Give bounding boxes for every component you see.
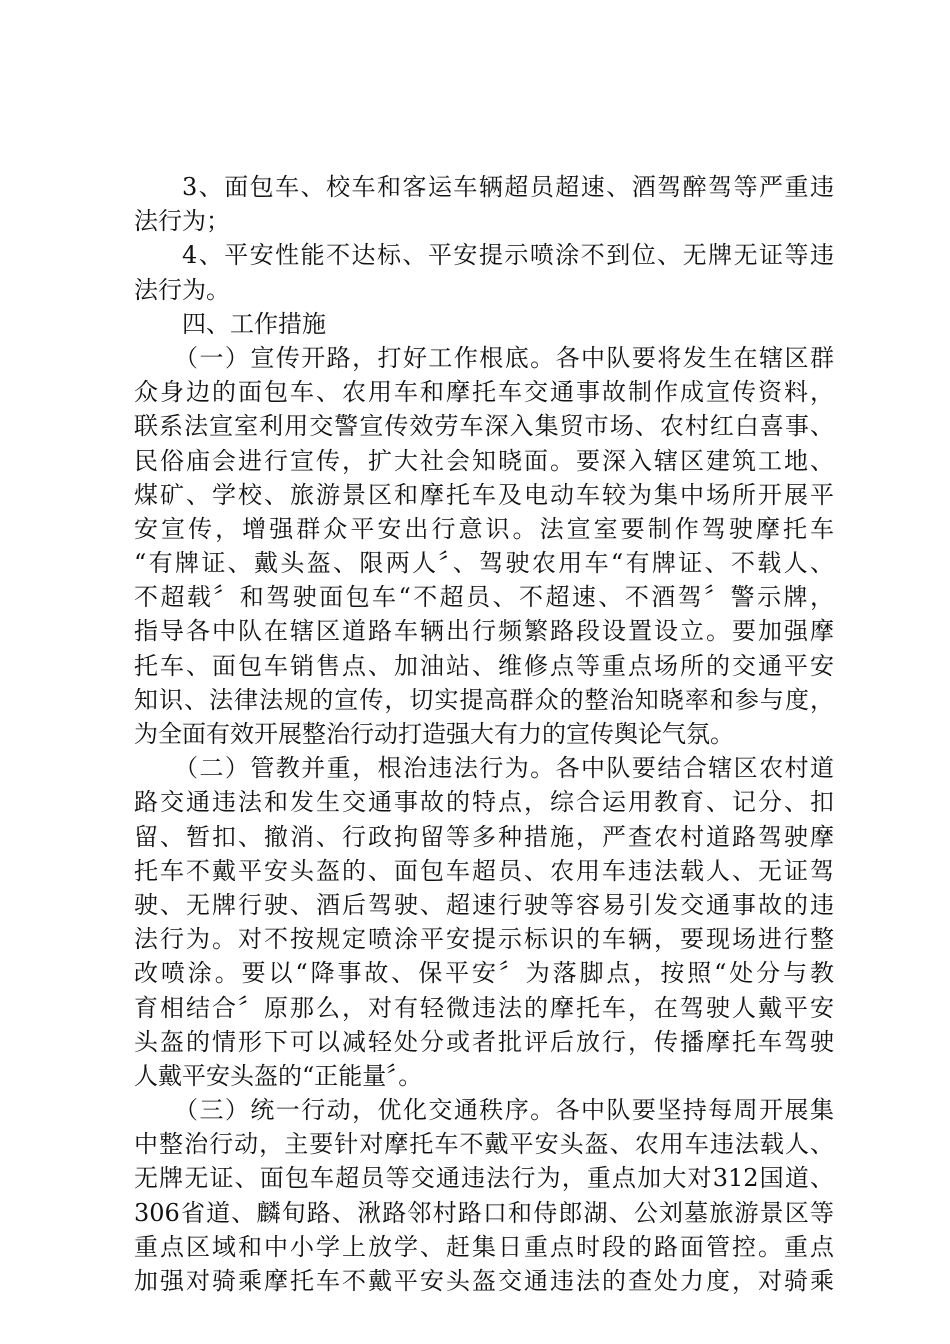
text-line: 民俗庙会进行宣传，扩大社会知晓面。要深入辖区建筑工地、: [134, 446, 834, 475]
text-line: 法行为；: [134, 207, 230, 236]
text-line: 育相结合〞原那么，对有轻微违法的摩托车，在驾驶人戴平安: [134, 993, 834, 1022]
text-line: 重点区域和中小学上放学、赶集日重点时段的路面管控。重点: [134, 1232, 834, 1261]
text-line: （三）统一行动，优化交通秩序。各中队要坚持每周开展集: [174, 1096, 834, 1125]
text-line: （二）管教并重，根治违法行为。各中队要结合辖区农村道: [174, 754, 834, 783]
text-line: “有牌证、戴头盔、限两人〞、驾驶农用车“有牌证、不载人、: [134, 549, 834, 578]
text-line: 托车不戴平安头盔的、面包车超员、农用车违法载人、无证驾: [134, 856, 834, 885]
text-line: 改喷涂。要以“降事故、保平安〞为落脚点，按照“处分与教: [134, 959, 834, 988]
text-line: 安宣传，增强群众平安出行意识。法宣室要制作驾驶摩托车: [134, 514, 834, 543]
text-line: 指导各中队在辖区道路车辆出行频繁路段设置设立。要加强摩: [134, 617, 834, 646]
text-line: 托车、面包车销售点、加油站、维修点等重点场所的交通平安: [134, 651, 834, 680]
text-line: 驶、无牌行驶、酒后驾驶、超速行驶等容易引发交通事故的违: [134, 890, 834, 919]
text-line: （一）宣传开路，打好工作根底。各中队要将发生在辖区群: [174, 343, 834, 372]
text-line: 中整治行动，主要针对摩托车不戴平安头盔、农用车违法载人、: [134, 1130, 834, 1159]
text-line: 4、平安性能不达标、平安提示喷涂不到位、无牌无证等违: [182, 241, 834, 270]
text-line: 为全面有效开展整治行动打造强大有力的宣传舆论气氛。: [134, 720, 734, 748]
text-line: 留、暂扣、撤消、行政拘留等多种措施，严查农村道路驾驶摩: [134, 822, 834, 851]
text-line: 加强对骑乘摩托车不戴平安头盔交通违法的查处力度，对骑乘: [134, 1267, 834, 1295]
text-line: 人戴平安头盔的“正能量〞。: [134, 1061, 423, 1090]
text-line: 法行为。: [134, 275, 230, 304]
text-line: 众身边的面包车、农用车和摩托车交通事故制作成宣传资料，: [134, 378, 834, 407]
text-line: 不超载〞和驾驶面包车“不超员、不超速、不酒驾〞警示牌，: [134, 583, 834, 612]
document-body: [134, 170, 834, 1298]
text-line: 无牌无证、面包车超员等交通违法行为，重点加大对312国道、: [134, 1164, 834, 1193]
text-line: 联系法宣室利用交警宣传效劳车深入集贸市场、农村红白喜事、: [134, 412, 834, 441]
text-line: 306省道、麟旬路、湫路邻村路口和侍郎湖、公刘墓旅游景区等: [134, 1198, 834, 1227]
text-line: 3、面包车、校车和客运车辆超员超速、酒驾醉驾等严重违: [182, 173, 834, 201]
text-line: 煤矿、学校、旅游景区和摩托车及电动车较为集中场所开展平: [134, 480, 834, 509]
text-line: 知识、法律法规的宣传，切实提高群众的整治知晓率和参与度，: [134, 685, 834, 714]
text-line: 四、工作措施: [182, 309, 326, 338]
text-line: 头盔的情形下可以减轻处分或者批评后放行，传播摩托车驾驶: [134, 1027, 834, 1056]
text-line: 法行为。对不按规定喷涂平安提示标识的车辆，要现场进行整: [134, 925, 834, 954]
text-line: 路交通违法和发生交通事故的特点，综合运用教育、记分、扣: [134, 788, 834, 817]
